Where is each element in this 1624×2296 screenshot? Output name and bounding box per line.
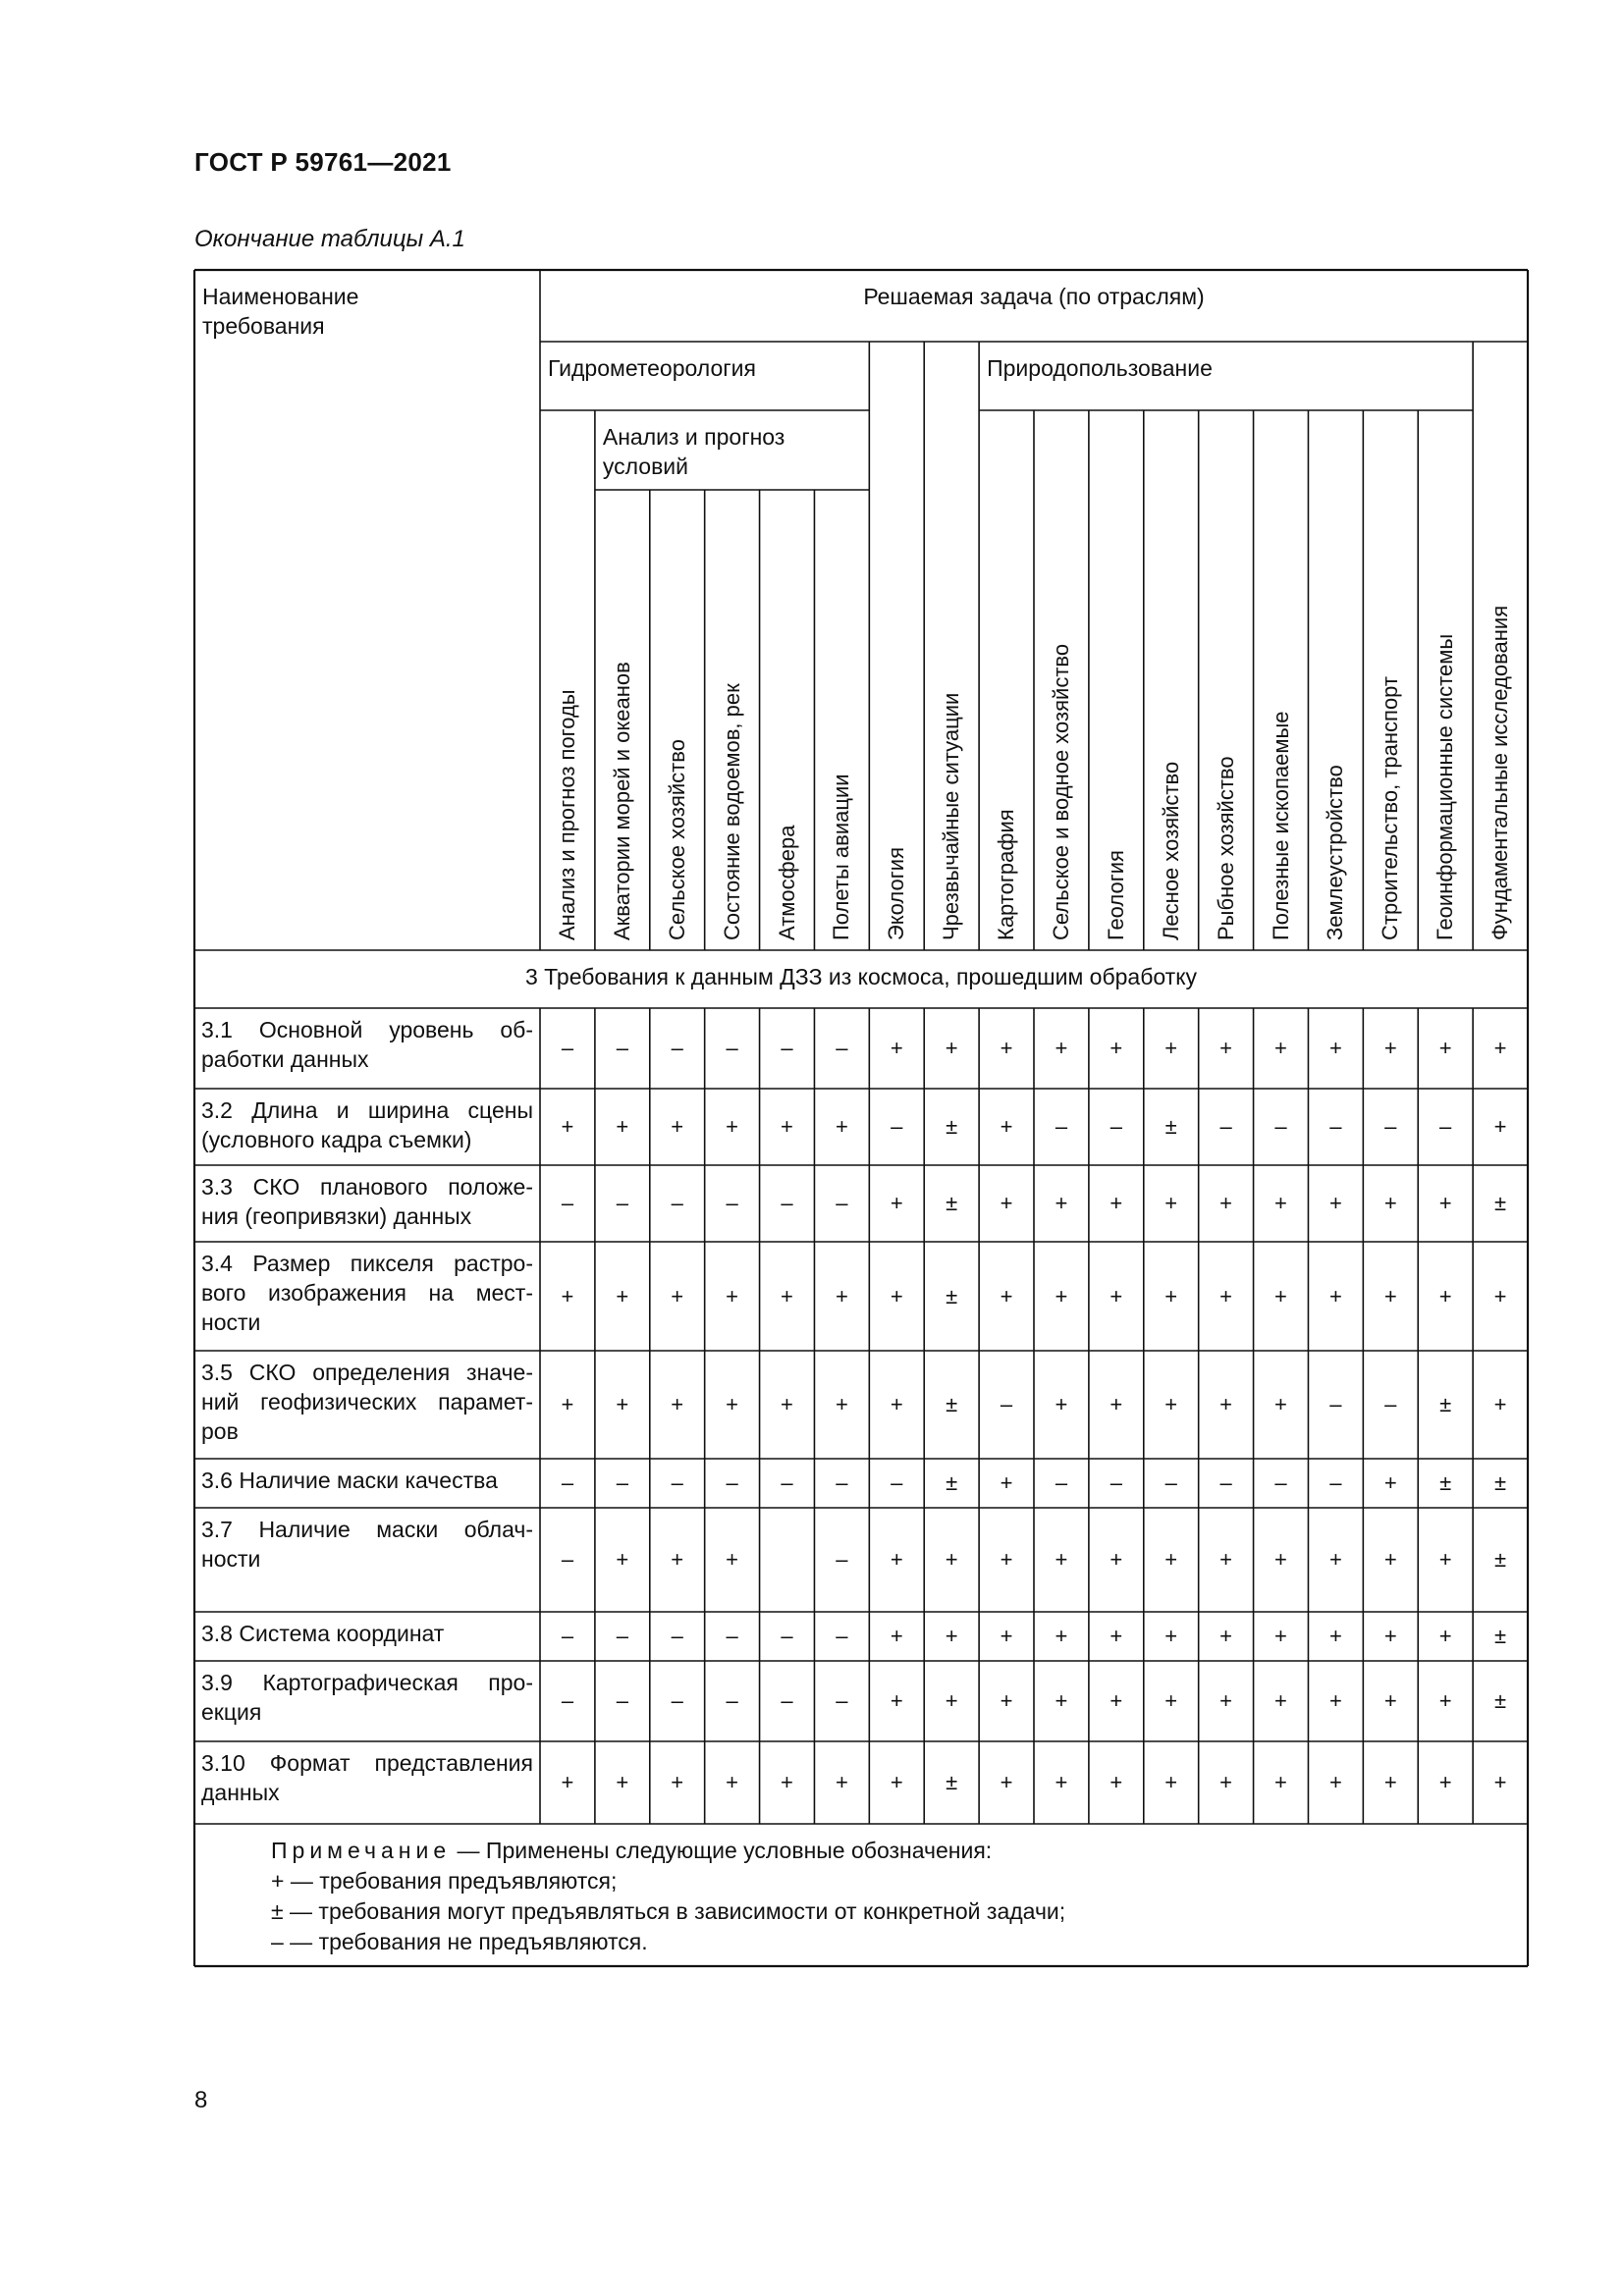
column-header: Чрезвычайные ситуации <box>939 692 964 940</box>
requirement-value-cell: + <box>835 1114 848 1139</box>
requirement-value-cell: – <box>561 1191 574 1215</box>
requirement-value-cell: – <box>726 1688 738 1713</box>
requirement-value-cell: ± <box>1439 1392 1452 1416</box>
requirement-name <box>194 1661 540 1741</box>
requirement-value-cell: – <box>561 1688 574 1713</box>
requirement-value-cell: + <box>890 1688 903 1713</box>
requirement-value-cell: + <box>1383 1688 1397 1713</box>
requirement-value-cell: ± <box>946 1470 958 1495</box>
requirement-value-cell: – <box>616 1470 628 1495</box>
requirement-name-line: 3.10 Формат представления <box>201 1750 533 1776</box>
requirement-value-cell: + <box>726 1283 739 1308</box>
requirement-value-cell: + <box>1274 1547 1287 1572</box>
requirement-value-cell: + <box>835 1770 848 1794</box>
requirement-value-cell: – <box>836 1688 848 1713</box>
requirement-value-cell: + <box>781 1283 793 1308</box>
requirement-value-cell: + <box>1055 1283 1068 1308</box>
requirement-value-cell: + <box>890 1624 903 1648</box>
requirement-value-cell: + <box>1493 1770 1507 1794</box>
requirement-value-cell: – <box>671 1470 683 1495</box>
requirement-value-cell: + <box>671 1392 684 1416</box>
requirement-value-cell: – <box>561 1470 574 1495</box>
requirement-value-cell: + <box>945 1688 958 1713</box>
requirement-value-cell: + <box>726 1770 739 1794</box>
note-legend-plus: + — требования предъявляются; <box>271 1868 618 1894</box>
column-header: Сельское хозяйство <box>664 739 689 940</box>
column-header: Состояние водоемов, рек <box>719 683 744 940</box>
requirement-name-line: ний геофизических парамет- <box>201 1389 533 1415</box>
requirement-name-line: 3.7 Наличие маски облач- <box>201 1517 533 1542</box>
requirement-value-cell: – <box>1110 1470 1122 1495</box>
requirement-value-cell: – <box>1384 1114 1397 1139</box>
column-header: Анализ и прогноз погоды <box>554 689 579 940</box>
note-legend-minus: – — требования не предъявляются. <box>271 1929 648 1954</box>
requirement-value-cell: + <box>835 1392 848 1416</box>
requirement-value-cell: + <box>1328 1688 1342 1713</box>
requirement-value-cell: + <box>561 1114 574 1139</box>
requirement-value-cell: + <box>561 1392 574 1416</box>
requirement-value-cell: + <box>1493 1036 1507 1060</box>
requirement-value-cell: + <box>671 1547 684 1572</box>
requirement-value-cell: – <box>671 1036 683 1060</box>
requirement-name-line: 3.5 СКО определения значе- <box>201 1360 533 1385</box>
requirement-value-cell: + <box>1383 1470 1397 1495</box>
requirement-value-cell: + <box>1000 1036 1013 1060</box>
column-header: Экология <box>884 847 909 940</box>
requirement-value-cell: – <box>781 1036 793 1060</box>
requirement-value-cell: ± <box>1494 1191 1507 1215</box>
requirement-value-cell: + <box>1000 1191 1013 1215</box>
requirement-name <box>194 1741 540 1824</box>
requirement-value-cell: + <box>1219 1770 1233 1794</box>
requirement-value-cell: + <box>1383 1283 1397 1308</box>
requirement-value-cell: – <box>1329 1114 1342 1139</box>
requirement-value-cell: + <box>1274 1191 1287 1215</box>
requirement-value-cell: – <box>1219 1114 1232 1139</box>
requirement-value-cell: + <box>1328 1036 1342 1060</box>
requirement-value-cell: – <box>1329 1392 1342 1416</box>
requirement-value-cell: ± <box>1494 1470 1507 1495</box>
requirement-value-cell: + <box>616 1114 629 1139</box>
requirement-value-cell: + <box>1219 1547 1233 1572</box>
note-intro <box>271 1836 992 1866</box>
requirement-value-cell: + <box>1000 1624 1013 1648</box>
requirement-value-cell: + <box>1274 1392 1287 1416</box>
requirement-value-cell: + <box>1055 1770 1068 1794</box>
requirement-value-cell: + <box>726 1114 739 1139</box>
requirement-value-cell: + <box>1164 1283 1178 1308</box>
requirement-value-cell: + <box>1274 1624 1287 1648</box>
note-label: Примечание <box>271 1838 452 1863</box>
column-header: Геоинформационные системы <box>1433 633 1458 940</box>
requirement-name-line: ров <box>201 1418 239 1444</box>
requirement-value-cell: + <box>1110 1688 1123 1713</box>
requirement-value-cell: – <box>836 1036 848 1060</box>
requirements-table <box>194 270 1528 1966</box>
requirement-value-cell: + <box>1000 1688 1013 1713</box>
requirement-value-cell: + <box>890 1770 903 1794</box>
requirement-name <box>194 1165 540 1242</box>
section-title: 3 Требования к данным ДЗЗ из космоса, прошедшим обработку <box>524 964 1198 989</box>
requirement-value-cell: – <box>616 1191 628 1215</box>
requirement-value-cell: ± <box>1494 1688 1507 1713</box>
requirement-value-cell: + <box>1493 1114 1507 1139</box>
requirement-value-cell: + <box>1164 1770 1178 1794</box>
column-header: Землеустройство <box>1323 765 1348 940</box>
requirement-value-cell: – <box>781 1624 793 1648</box>
requirement-name-line: 3.3 СКО планового положе- <box>201 1174 533 1200</box>
requirement-value-cell <box>760 1508 815 1612</box>
requirement-value-cell: + <box>1383 1547 1397 1572</box>
requirement-value-cell: + <box>616 1392 629 1416</box>
requirement-value-cell: + <box>1055 1688 1068 1713</box>
requirement-value-cell: + <box>1110 1036 1123 1060</box>
requirement-name-line: работки данных <box>201 1046 369 1072</box>
requirement-value-cell: ± <box>1164 1114 1177 1139</box>
requirement-name-line: екция <box>201 1699 262 1725</box>
requirement-name-header: Наименование требования <box>202 284 359 339</box>
requirement-value-cell: + <box>1219 1191 1233 1215</box>
requirement-name <box>194 1242 540 1351</box>
requirement-value-cell: + <box>945 1624 958 1648</box>
requirement-value-cell: + <box>1000 1547 1013 1572</box>
requirement-value-cell: – <box>836 1470 848 1495</box>
requirement-value-cell: + <box>890 1392 903 1416</box>
requirement-value-cell: – <box>781 1470 793 1495</box>
requirement-value-cell: – <box>561 1547 574 1572</box>
requirement-value-cell: + <box>726 1392 739 1416</box>
requirement-value-cell: – <box>726 1624 738 1648</box>
requirement-value-cell: – <box>1055 1114 1068 1139</box>
requirement-value-cell: + <box>1110 1770 1123 1794</box>
requirement-value-cell: + <box>781 1392 793 1416</box>
requirement-value-cell: ± <box>1494 1624 1507 1648</box>
requirement-value-cell: – <box>726 1470 738 1495</box>
column-header: Лесное хозяйство <box>1158 761 1183 940</box>
column-header: Фундаментальные исследования <box>1488 605 1513 940</box>
requirement-value-cell: + <box>1438 1688 1452 1713</box>
requirement-value-cell: + <box>890 1036 903 1060</box>
requirement-value-cell: + <box>616 1547 629 1572</box>
requirement-value-cell: – <box>1000 1392 1013 1416</box>
requirement-name-line: вого изображения на мест- <box>201 1280 533 1306</box>
column-header: Сельское и водное хозяйство <box>1048 643 1073 940</box>
requirement-value-cell: ± <box>946 1191 958 1215</box>
requirement-value-cell: – <box>891 1114 903 1139</box>
requirement-value-cell: + <box>781 1114 793 1139</box>
group-nature-management-header: Природопользование <box>987 355 1213 381</box>
requirement-value-cell: – <box>561 1036 574 1060</box>
requirement-value-cell: + <box>1328 1283 1342 1308</box>
requirement-value-cell: – <box>836 1547 848 1572</box>
requirement-value-cell: + <box>561 1770 574 1794</box>
requirement-value-cell: – <box>1384 1392 1397 1416</box>
requirement-name <box>194 1508 540 1612</box>
requirement-value-cell: + <box>1110 1547 1123 1572</box>
requirement-value-cell: – <box>781 1688 793 1713</box>
requirement-value-cell: + <box>1493 1392 1507 1416</box>
requirement-name-line: 3.2 Длина и ширина сцены <box>201 1097 533 1123</box>
requirement-value-cell: – <box>1219 1470 1232 1495</box>
column-header: Полезные ископаемые <box>1268 711 1293 940</box>
requirement-value-cell: + <box>781 1770 793 1794</box>
requirement-value-cell: + <box>1164 1036 1178 1060</box>
requirement-value-cell: – <box>561 1624 574 1648</box>
column-header: Атмосфера <box>774 825 799 940</box>
requirement-value-cell: – <box>781 1191 793 1215</box>
requirement-value-cell: + <box>1000 1114 1013 1139</box>
requirement-value-cell: + <box>1274 1688 1287 1713</box>
requirement-value-cell: – <box>671 1624 683 1648</box>
column-header: Геология <box>1103 850 1128 940</box>
requirement-value-cell: + <box>1110 1624 1123 1648</box>
requirement-value-cell: + <box>1055 1624 1068 1648</box>
requirement-value-cell: + <box>890 1547 903 1572</box>
requirement-value-cell: + <box>1164 1547 1178 1572</box>
requirement-name-line: 3.6 Наличие маски качества <box>201 1468 498 1493</box>
requirement-value-cell: + <box>671 1114 684 1139</box>
requirement-name <box>194 1459 540 1508</box>
requirement-value-cell: – <box>616 1688 628 1713</box>
requirement-value-cell: + <box>1438 1036 1452 1060</box>
requirement-value-cell: + <box>1328 1547 1342 1572</box>
column-header: Акватории морей и океанов <box>609 662 634 940</box>
requirement-value-cell: + <box>561 1283 574 1308</box>
requirement-value-cell: + <box>1055 1036 1068 1060</box>
requirement-value-cell: + <box>1110 1191 1123 1215</box>
requirement-value-cell: + <box>1219 1392 1233 1416</box>
requirement-value-cell: + <box>1383 1191 1397 1215</box>
requirement-value-cell: + <box>1000 1470 1013 1495</box>
requirement-value-cell: + <box>1438 1624 1452 1648</box>
requirement-value-cell: – <box>1329 1470 1342 1495</box>
requirement-value-cell: – <box>1110 1114 1122 1139</box>
requirement-value-cell: + <box>1164 1392 1178 1416</box>
requirement-value-cell: + <box>945 1036 958 1060</box>
requirement-value-cell: + <box>1274 1036 1287 1060</box>
task-header: Решаемая задача (по отраслям) <box>863 284 1205 309</box>
requirement-value-cell: + <box>616 1770 629 1794</box>
requirement-value-cell: + <box>1219 1688 1233 1713</box>
requirement-value-cell: + <box>1164 1688 1178 1713</box>
requirement-value-cell: ± <box>946 1283 958 1308</box>
requirement-name-line: 3.1 Основной уровень об- <box>201 1017 533 1042</box>
requirement-value-cell: + <box>1110 1392 1123 1416</box>
requirement-value-cell: + <box>1000 1283 1013 1308</box>
column-header: Строительство, транспорт <box>1378 675 1403 940</box>
requirement-name <box>194 1612 540 1661</box>
requirement-name <box>194 1089 540 1165</box>
requirement-value-cell: ± <box>946 1392 958 1416</box>
requirement-value-cell: – <box>726 1036 738 1060</box>
requirement-value-cell: – <box>616 1036 628 1060</box>
group-analysis-header: Анализ и прогноз условий <box>602 424 785 479</box>
requirement-value-cell: + <box>945 1547 958 1572</box>
requirement-value-cell: + <box>1055 1191 1068 1215</box>
requirement-value-cell: – <box>671 1688 683 1713</box>
column-header: Полеты авиации <box>829 774 854 940</box>
requirement-value-cell: – <box>726 1191 738 1215</box>
requirement-name-line: ности <box>201 1309 261 1335</box>
requirement-value-cell: ± <box>946 1770 958 1794</box>
requirement-value-cell: + <box>1110 1283 1123 1308</box>
requirement-value-cell: – <box>616 1624 628 1648</box>
requirement-value-cell: – <box>1274 1114 1287 1139</box>
requirement-name <box>194 1008 540 1089</box>
requirement-name-line: данных <box>201 1780 280 1805</box>
requirement-value-cell: + <box>1438 1547 1452 1572</box>
requirement-value-cell: + <box>1219 1283 1233 1308</box>
group-hydrometeorology-header: Гидрометеорология <box>548 355 756 381</box>
requirement-value-cell: + <box>671 1770 684 1794</box>
requirement-value-cell: + <box>1438 1191 1452 1215</box>
requirement-value-cell: + <box>1164 1624 1178 1648</box>
requirement-value-cell: – <box>1274 1470 1287 1495</box>
requirement-name-line: 3.8 Система координат <box>201 1621 445 1646</box>
requirement-value-cell: + <box>1383 1624 1397 1648</box>
requirement-value-cell: + <box>890 1191 903 1215</box>
note-intro-text: — Применены следующие условные обозначения: <box>451 1838 993 1863</box>
page-number: 8 <box>194 2087 208 2113</box>
requirement-value-cell: – <box>1164 1470 1177 1495</box>
requirement-value-cell: ± <box>1494 1547 1507 1572</box>
requirement-name-line: 3.4 Размер пикселя растро- <box>201 1251 533 1276</box>
requirement-value-cell: – <box>891 1470 903 1495</box>
requirement-value-cell: ± <box>1439 1470 1452 1495</box>
table-continuation-label: Окончание таблицы А.1 <box>194 226 465 252</box>
requirement-value-cell: + <box>1274 1283 1287 1308</box>
requirement-value-cell: – <box>671 1191 683 1215</box>
requirement-value-cell: + <box>1438 1283 1452 1308</box>
requirement-value-cell: + <box>1383 1770 1397 1794</box>
requirement-value-cell: + <box>1055 1547 1068 1572</box>
requirement-value-cell: + <box>835 1283 848 1308</box>
requirement-value-cell: + <box>1328 1191 1342 1215</box>
requirement-value-cell: + <box>890 1283 903 1308</box>
document-code: ГОСТ Р 59761—2021 <box>194 147 452 177</box>
requirement-name-line: ния (геопривязки) данных <box>201 1203 472 1229</box>
requirement-value-cell: + <box>1328 1770 1342 1794</box>
note-legend-plusminus: ± — требования могут предъявляться в зависимости от конкретной задачи; <box>271 1898 1066 1924</box>
requirement-value-cell: – <box>1055 1470 1068 1495</box>
requirement-value-cell: + <box>1274 1770 1287 1794</box>
requirement-value-cell: + <box>1383 1036 1397 1060</box>
requirement-value-cell: – <box>836 1191 848 1215</box>
column-header: Картография <box>994 809 1019 940</box>
requirement-value-cell: + <box>1000 1770 1013 1794</box>
requirement-value-cell: + <box>1438 1770 1452 1794</box>
requirement-value-cell: + <box>726 1547 739 1572</box>
requirement-value-cell: + <box>1164 1191 1178 1215</box>
requirement-value-cell: + <box>671 1283 684 1308</box>
requirement-value-cell: + <box>1219 1624 1233 1648</box>
requirement-value-cell: ± <box>946 1114 958 1139</box>
requirement-value-cell: + <box>1219 1036 1233 1060</box>
requirement-name-line: 3.9 Картографическая про- <box>201 1670 533 1695</box>
requirement-name-line: ности <box>201 1546 261 1572</box>
requirement-name-line: (условного кадра съемки) <box>201 1127 472 1152</box>
requirement-value-cell: + <box>1328 1624 1342 1648</box>
requirement-value-cell: – <box>1439 1114 1452 1139</box>
requirement-value-cell: + <box>1055 1392 1068 1416</box>
requirement-value-cell: + <box>616 1283 629 1308</box>
column-header: Рыбное хозяйство <box>1213 756 1238 940</box>
requirement-value-cell: – <box>836 1624 848 1648</box>
requirement-name <box>194 1351 540 1459</box>
requirement-value-cell: + <box>1493 1283 1507 1308</box>
